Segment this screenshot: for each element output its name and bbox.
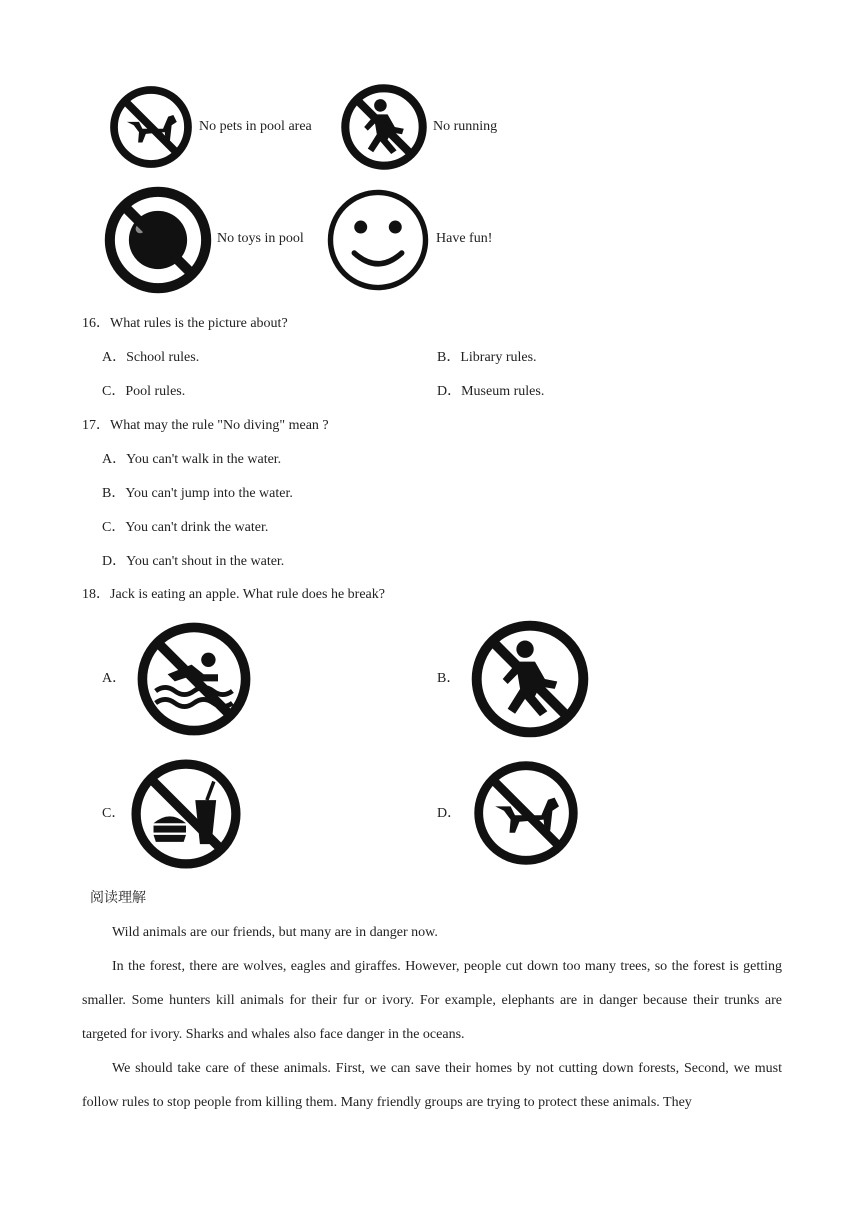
q16-option-a[interactable]: A．School rules.	[102, 350, 200, 365]
q17-option-c[interactable]: C．You can't drink the water.	[102, 520, 269, 535]
reading-paragraph-1: Wild animals are our friends, but many are in danger now.	[112, 925, 438, 940]
q18-option-c[interactable]: C．	[102, 806, 126, 821]
q16-stem: 16．What rules is the picture about?	[82, 316, 288, 331]
q18-option-b[interactable]: B．	[437, 671, 461, 686]
no-pets-caption: No pets in pool area	[199, 119, 312, 134]
no-food-drink-sign-icon	[128, 754, 244, 874]
reading-heading: 阅读理解	[90, 890, 146, 906]
reading-paragraph-2: In the forest, there are wolves, eagles and giraffes. However, people cut down too many trees, so the forest is getting smaller. Some hunters kill animals for their fur or ivory. For example, elephants are in danger because their trunks are targeted for ivory. Sharks and whales also face danger in the oceans.	[82, 959, 782, 1042]
smiley-face-icon	[322, 186, 434, 294]
q18-stem: 18．Jack is eating an apple. What rule does he break?	[82, 587, 385, 602]
no-running-sign-icon	[336, 82, 432, 172]
q17-option-a[interactable]: A．You can't walk in the water.	[102, 452, 282, 467]
q16-option-c[interactable]: C．Pool rules.	[102, 384, 186, 399]
no-toys-sign-icon	[101, 184, 215, 296]
q17-stem: 17．What may the rule "No diving" mean ?	[82, 418, 329, 433]
no-pets-sign-icon	[105, 84, 197, 170]
no-toys-caption: No toys in pool	[217, 231, 304, 246]
no-pets-sign-icon	[466, 758, 586, 868]
reading-paragraph-3: We should take care of these animals. First, we can save their homes by not cutting down forests, Second, we must follow rules to stop people from killing them. Many friendly groups are trying to protect these animals. They	[82, 1061, 782, 1110]
q16-option-d[interactable]: D．Museum rules.	[437, 384, 545, 399]
reading-passage	[82, 916, 782, 1120]
have-fun-caption: Have fun!	[436, 231, 493, 246]
no-running-sign-icon	[466, 617, 594, 741]
q17-option-b[interactable]: B．You can't jump into the water.	[102, 486, 293, 501]
q17-option-d[interactable]: D．You can't shout in the water.	[102, 554, 285, 569]
q16-option-b[interactable]: B．Library rules.	[437, 350, 537, 365]
q18-option-a[interactable]: A．	[102, 671, 127, 686]
no-running-caption: No running	[433, 119, 498, 134]
no-swimming-sign-icon	[132, 619, 256, 739]
q18-option-d[interactable]: D．	[437, 806, 462, 821]
